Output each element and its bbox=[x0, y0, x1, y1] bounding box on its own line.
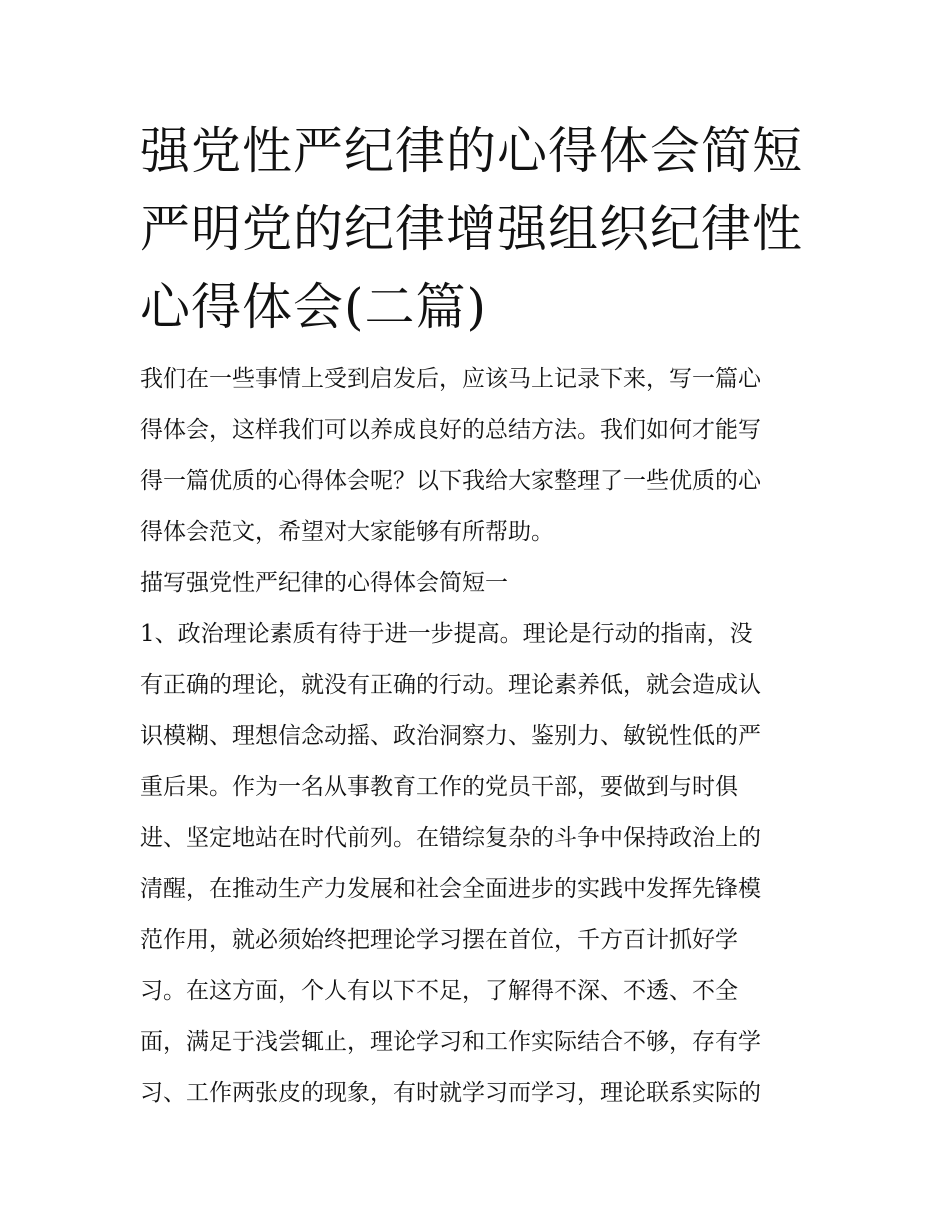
paragraph-1 bbox=[140, 609, 820, 1119]
section-heading bbox=[140, 558, 820, 609]
text-line: 我们在一些事情上受到启发后，应该马上记录下来，写一篇心 bbox=[140, 366, 761, 392]
document-body bbox=[140, 354, 820, 1119]
text-line: 有正确的理论，就没有正确的行动。理论素养低，就会造成认 bbox=[140, 672, 761, 698]
text-line: 面，满足于浅尝辄止，理论学习和工作实际结合不够，存有学 bbox=[140, 1029, 761, 1055]
text-line: 进、坚定地站在时代前列。在错综复杂的斗争中保持政治上的 bbox=[140, 825, 761, 851]
title-line: 严明党的纪律增强组织纪律性 bbox=[140, 200, 803, 258]
text-line: 得体会范文，希望对大家能够有所帮助。 bbox=[140, 519, 554, 545]
text-line: 清醒，在推动生产力发展和社会全面进步的实践中发挥先锋模 bbox=[140, 876, 761, 902]
intro-paragraph bbox=[140, 354, 820, 558]
text-line: 重后果。作为一名从事教育工作的党员干部，要做到与时俱 bbox=[140, 774, 738, 800]
title-line: 心得体会(二篇) bbox=[140, 278, 488, 336]
text-line: 识模糊、理想信念动摇、政治洞察力、鉴别力、敏锐性低的严 bbox=[140, 723, 761, 749]
text-line: 得体会，这样我们可以养成良好的总结方法。我们如何才能写 bbox=[140, 417, 761, 443]
text-line: 得一篇优质的心得体会呢？以下我给大家整理了一些优质的心 bbox=[140, 468, 761, 494]
text-line: 习。在这方面，个人有以下不足，了解得不深、不透、不全 bbox=[140, 978, 738, 1004]
title-line: 强党性严纪律的心得体会简短 bbox=[140, 122, 803, 180]
section-heading-text: 描写强党性严纪律的心得体会简短一 bbox=[140, 570, 508, 596]
text-line: 习、工作两张皮的现象，有时就学习而学习，理论联系实际的 bbox=[140, 1080, 761, 1106]
text-line: 1、政治理论素质有待于进一步提高。理论是行动的指南，没 bbox=[140, 621, 753, 647]
document-title bbox=[140, 112, 820, 346]
text-line: 范作用，就必须始终把理论学习摆在首位，千方百计抓好学 bbox=[140, 927, 738, 953]
